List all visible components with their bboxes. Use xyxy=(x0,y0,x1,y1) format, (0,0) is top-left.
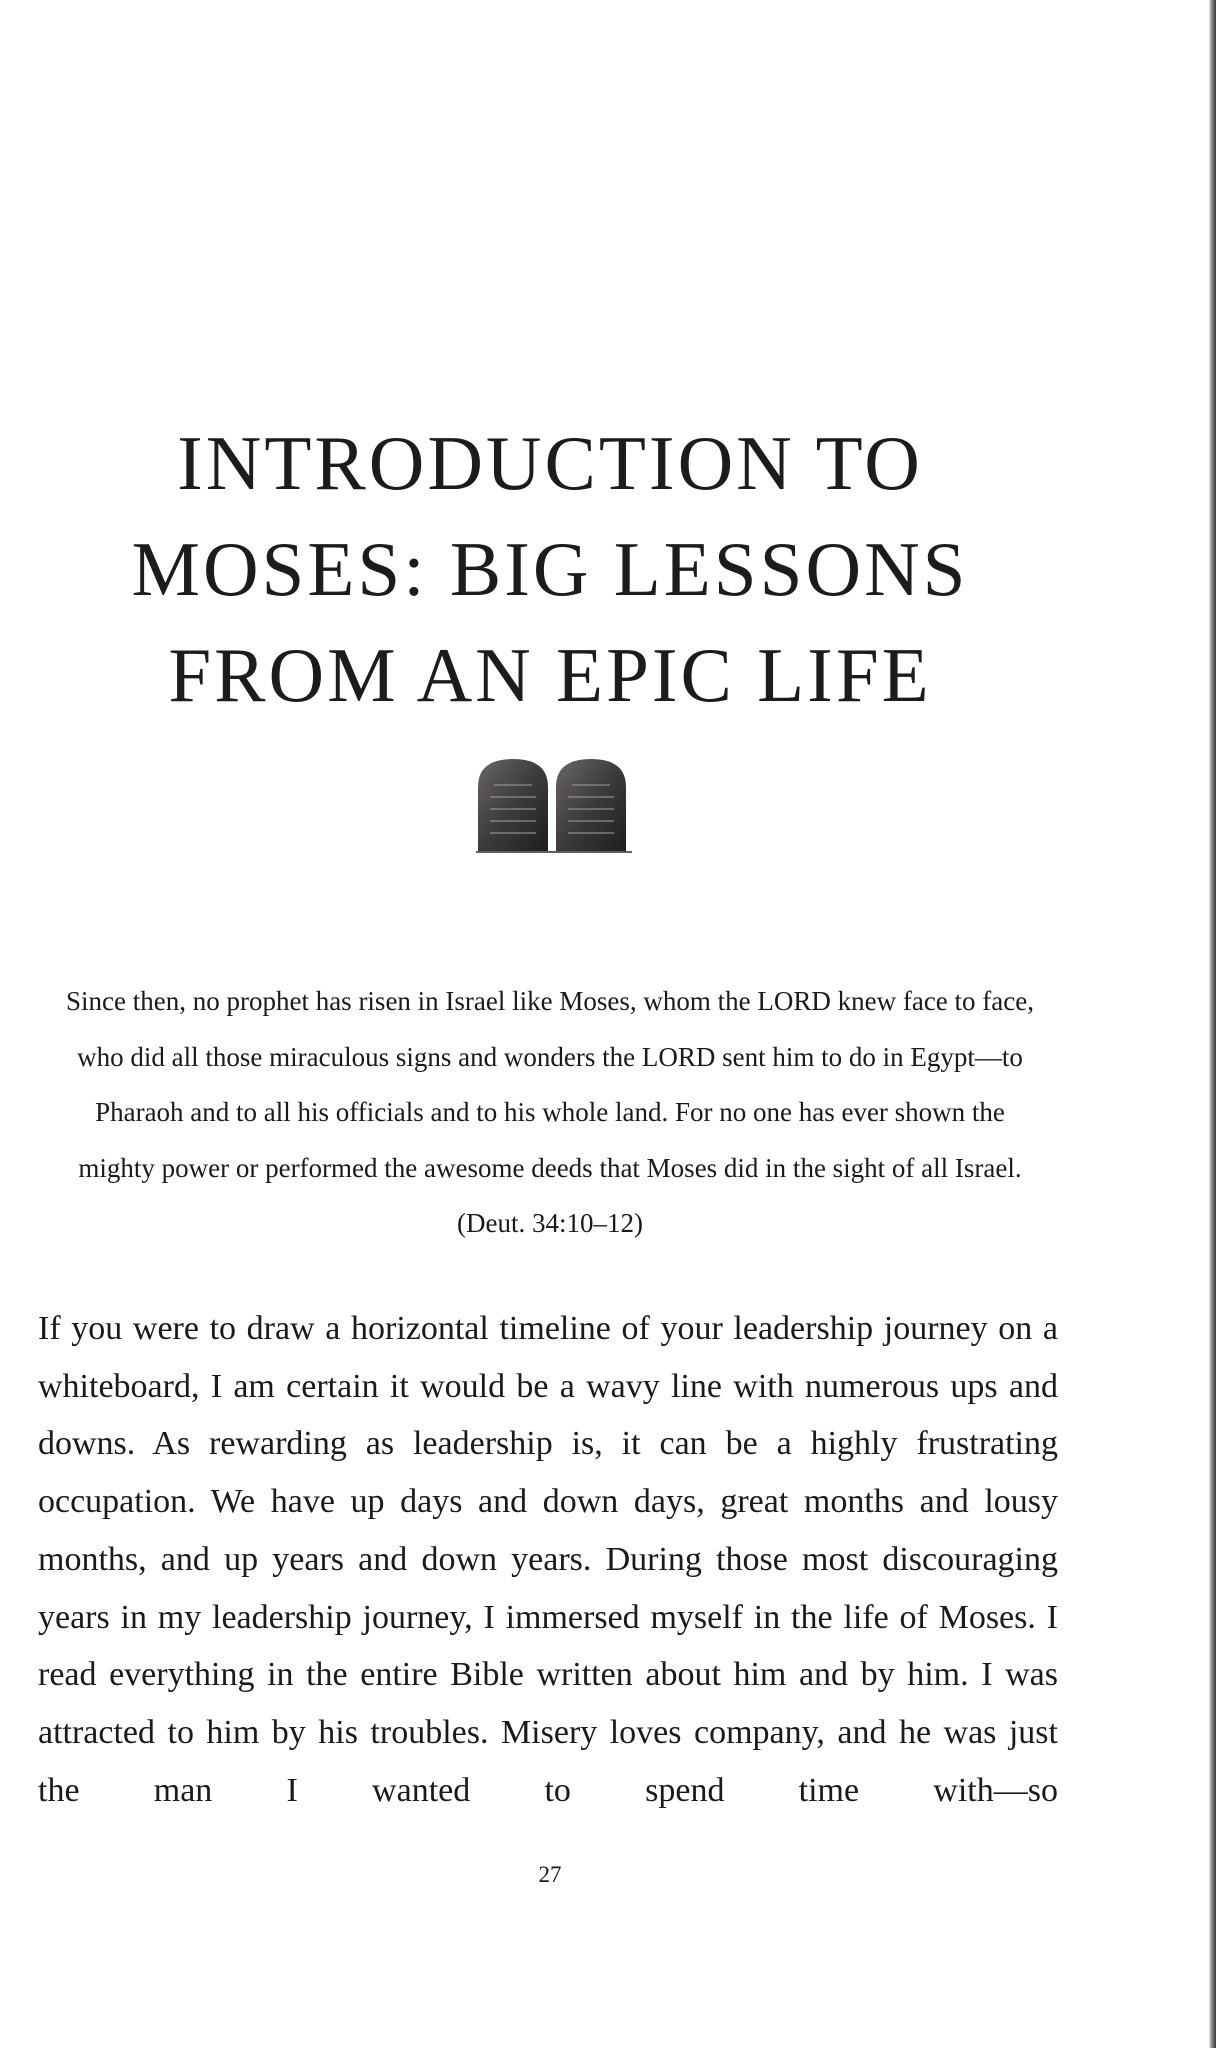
chapter-title-line-2: MOSES: BIG LESSONS xyxy=(131,526,969,612)
stone-tablets-icon xyxy=(476,757,632,853)
chapter-title-line-3: FROM AN EPIC LIFE xyxy=(168,632,932,718)
page-number: 27 xyxy=(538,1862,562,1887)
chapter-title-line-1: INTRODUCTION TO xyxy=(177,420,923,506)
chapter-title xyxy=(0,410,1100,728)
epigraph-quote: Since then, no prophet has risen in Israel like Moses, whom the LORD knew face to face, who did all those miraculous signs and wonders the LORD sent him to do in Egypt—to Pharaoh and to all his officials and to his whole land. For no one has ever shown the mighty power or performed the awesome deeds that Moses did in the sight of all Israel. (Deut. 34:10–12) xyxy=(66,986,1034,1238)
body-paragraph: If you were to draw a horizontal timeline of your leadership journey on a whiteboard, I am certain it would be a wavy line with numerous ups and downs. As rewarding as leadership is, it can be a highly frustrating occupation. We have up days and down days, great months and lousy months, and up years and down years. During those most discouraging years in my leadership journey, I immersed myself in the life of Moses. I read everything in the entire Bible written about him and by him. I was attracted to him by his troubles. Misery loves company, and he was just the man I wanted to spend time with—so xyxy=(38,1310,1058,1809)
page-edge-shadow xyxy=(1209,0,1216,2048)
